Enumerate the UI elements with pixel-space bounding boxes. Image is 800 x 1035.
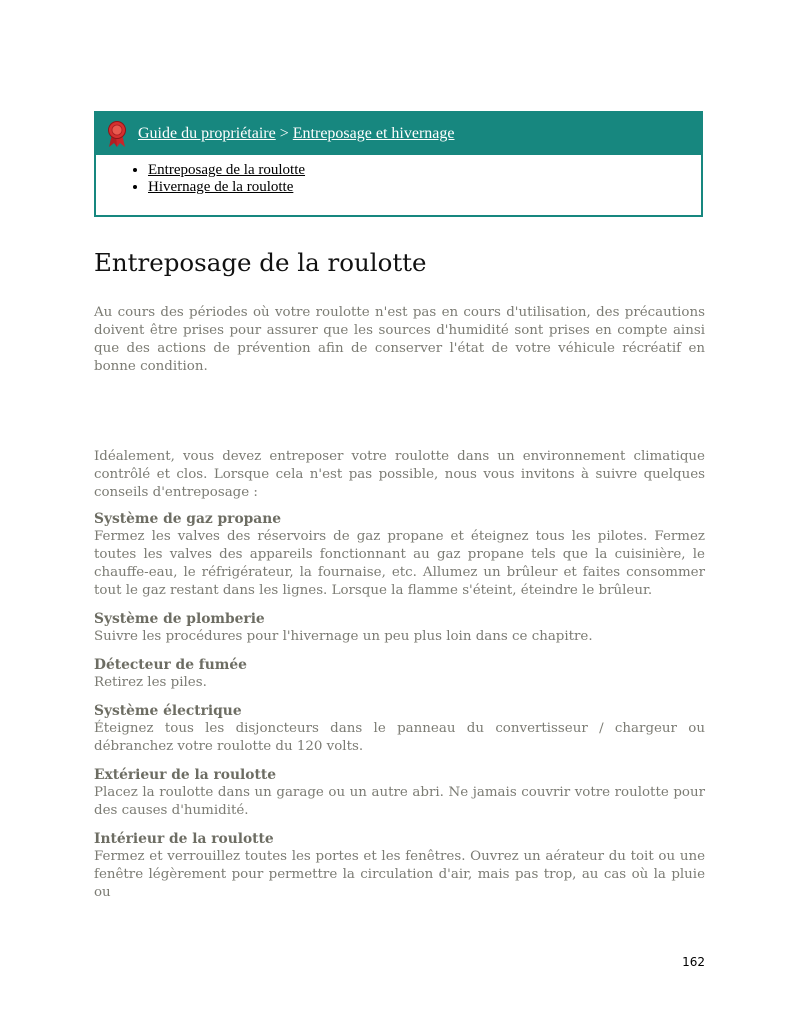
section-body-exterieur: Placez la roulotte dans un garage ou un autre abri. Ne jamais couvrir votre roulotte pour des causes d'humidité. bbox=[94, 785, 705, 818]
section-body-electrique: Éteignez tous les disjoncteurs dans le panneau du convertisseur / chargeur ou débranchez votre roulotte du 120 volts. bbox=[94, 721, 705, 754]
section-body-propane: Fermez les valves des réservoirs de gaz propane et éteignez tous les pilotes. Fermez toutes les valves des appareils fonctionnant au gaz propane tels que la cuisinière, le chauffe-eau, le réfrigérateur, la fournaise, etc. Allumez un brûleur et faites consommer tout le gaz restant dans les lignes. Lorsque la flamme s'éteint, éteindre le brûleur. bbox=[94, 529, 705, 598]
toc-link-hivernage[interactable]: Hivernage de la roulotte bbox=[148, 179, 294, 195]
section-title-exterieur: Extérieur de la roulotte bbox=[94, 767, 276, 783]
breadcrumb-home-link[interactable]: Guide du propriétaire bbox=[138, 125, 276, 142]
breadcrumb-current-link[interactable]: Entreposage et hivernage bbox=[292, 125, 455, 142]
toc-list bbox=[96, 162, 701, 196]
intro-paragraph: Au cours des périodes où votre roulotte n'est pas en cours d'utilisation, des précautions doivent être prises pour assurer que les sources d'humidité sont prises en compte ainsi que des actions de prévention afin de conserver l'état de votre véhicule récréatif en bonne condition. bbox=[94, 305, 705, 374]
breadcrumb-separator: > bbox=[279, 125, 289, 142]
toc-link-entreposage[interactable]: Entreposage de la roulotte bbox=[148, 162, 306, 178]
page-title: Entreposage de la roulotte bbox=[94, 248, 427, 277]
section-body-plomberie: Suivre les procédures pour l'hivernage un peu plus loin dans ce chapitre. bbox=[94, 629, 593, 644]
section-body-detecteur: Retirez les piles. bbox=[94, 675, 207, 690]
lead-paragraph: Idéalement, vous devez entreposer votre roulotte dans un environnement climatique contrôlé et clos. Lorsque cela n'est pas possible, nous vous invitons à suivre quelques conseils d'entreposage : bbox=[94, 449, 705, 500]
section-title-interieur: Intérieur de la roulotte bbox=[94, 831, 274, 847]
ribbon-award-icon bbox=[106, 120, 128, 148]
navigation-box bbox=[94, 111, 703, 217]
section-title-detecteur: Détecteur de fumée bbox=[94, 657, 247, 673]
toc-item bbox=[148, 179, 701, 196]
section-title-electrique: Système électrique bbox=[94, 703, 242, 719]
article-content bbox=[94, 304, 705, 912]
page-number: 162 bbox=[682, 955, 705, 969]
section-title-propane: Système de gaz propane bbox=[94, 511, 282, 527]
toc-item bbox=[148, 162, 701, 179]
section-body-interieur: Fermez et verrouillez toutes les portes et les fenêtres. Ouvrez un aérateur du toit ou une fenêtre légèrement pour permettre la circulation d'air, mais pas trop, au cas où la pluie ou bbox=[94, 849, 705, 900]
section-title-plomberie: Système de plomberie bbox=[94, 611, 265, 627]
breadcrumb bbox=[96, 113, 701, 155]
